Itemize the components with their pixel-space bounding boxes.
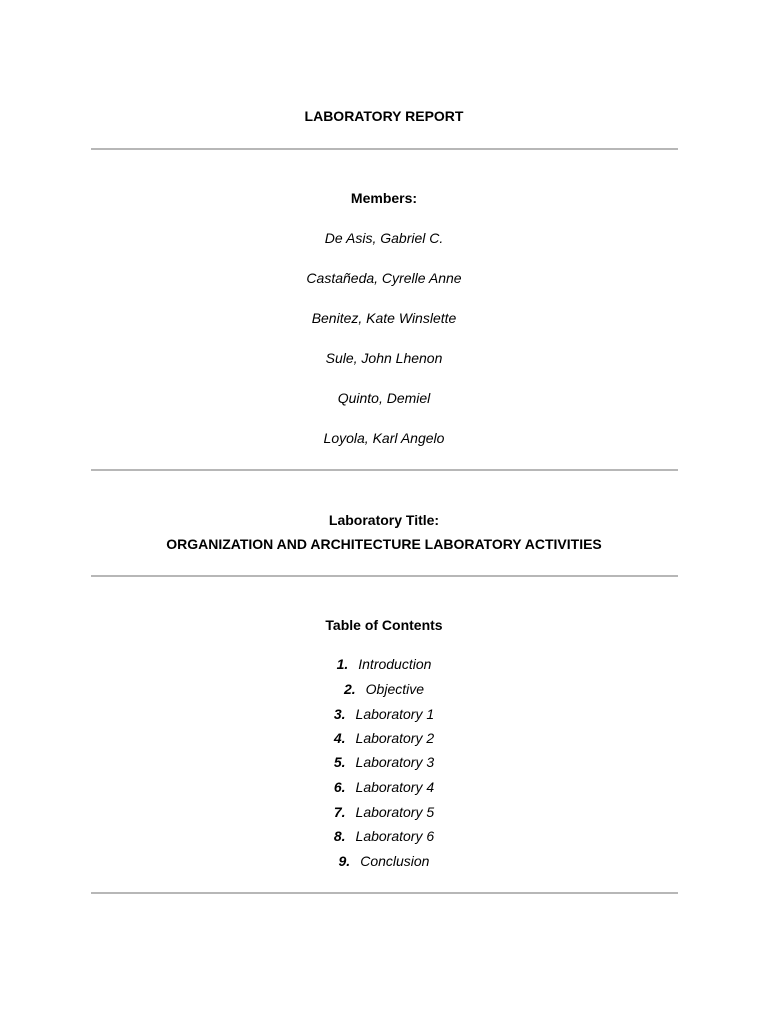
divider-3: [91, 575, 678, 577]
report-title: LABORATORY REPORT: [304, 108, 464, 124]
divider-4: [91, 892, 678, 894]
toc-item-number: 9.: [338, 853, 351, 869]
toc-item-number: 7.: [333, 804, 346, 820]
toc-item-label: Laboratory 4: [355, 779, 435, 795]
toc-item-number: 1.: [336, 656, 349, 672]
toc-item-number: 2.: [343, 681, 356, 697]
toc-item: [0, 705, 768, 723]
divider-2: [91, 469, 678, 471]
toc-item-number: 4.: [333, 730, 346, 746]
member-name: Benitez, Kate Winslette: [311, 310, 457, 326]
member-name: De Asis, Gabriel C.: [324, 230, 444, 246]
toc-heading: Table of Contents: [325, 617, 443, 633]
toc-item-number: 8.: [333, 828, 346, 844]
members-heading: Members:: [350, 190, 418, 206]
toc-item-label: Laboratory 3: [355, 754, 435, 770]
toc-item-label: Laboratory 6: [355, 828, 435, 844]
toc-item-label: Objective: [365, 681, 425, 697]
toc-item-label: Introduction: [358, 656, 432, 672]
toc-item: [0, 852, 768, 870]
toc-item: [0, 655, 768, 673]
toc-item-label: Conclusion: [360, 853, 430, 869]
lab-title-heading: Laboratory Title:: [328, 512, 440, 528]
toc-item: [0, 753, 768, 771]
toc-item-number: 3.: [333, 706, 346, 722]
member-name: Quinto, Demiel: [337, 390, 431, 406]
toc-item: [0, 827, 768, 845]
toc-item-number: 6.: [333, 779, 346, 795]
toc-item-number: 5.: [333, 754, 346, 770]
toc-item-label: Laboratory 1: [355, 706, 435, 722]
toc-item: [0, 803, 768, 821]
member-name: Loyola, Karl Angelo: [323, 430, 445, 446]
member-name: Castañeda, Cyrelle Anne: [306, 270, 462, 286]
toc-item-label: Laboratory 5: [355, 804, 435, 820]
lab-title: ORGANIZATION AND ARCHITECTURE LABORATORY ACTIVITIES: [166, 536, 602, 552]
toc-item: [0, 778, 768, 796]
divider-1: [91, 148, 678, 150]
toc-item: [0, 680, 768, 698]
member-name: Sule, John Lhenon: [325, 350, 443, 366]
toc-item: [0, 729, 768, 747]
toc-item-label: Laboratory 2: [355, 730, 435, 746]
